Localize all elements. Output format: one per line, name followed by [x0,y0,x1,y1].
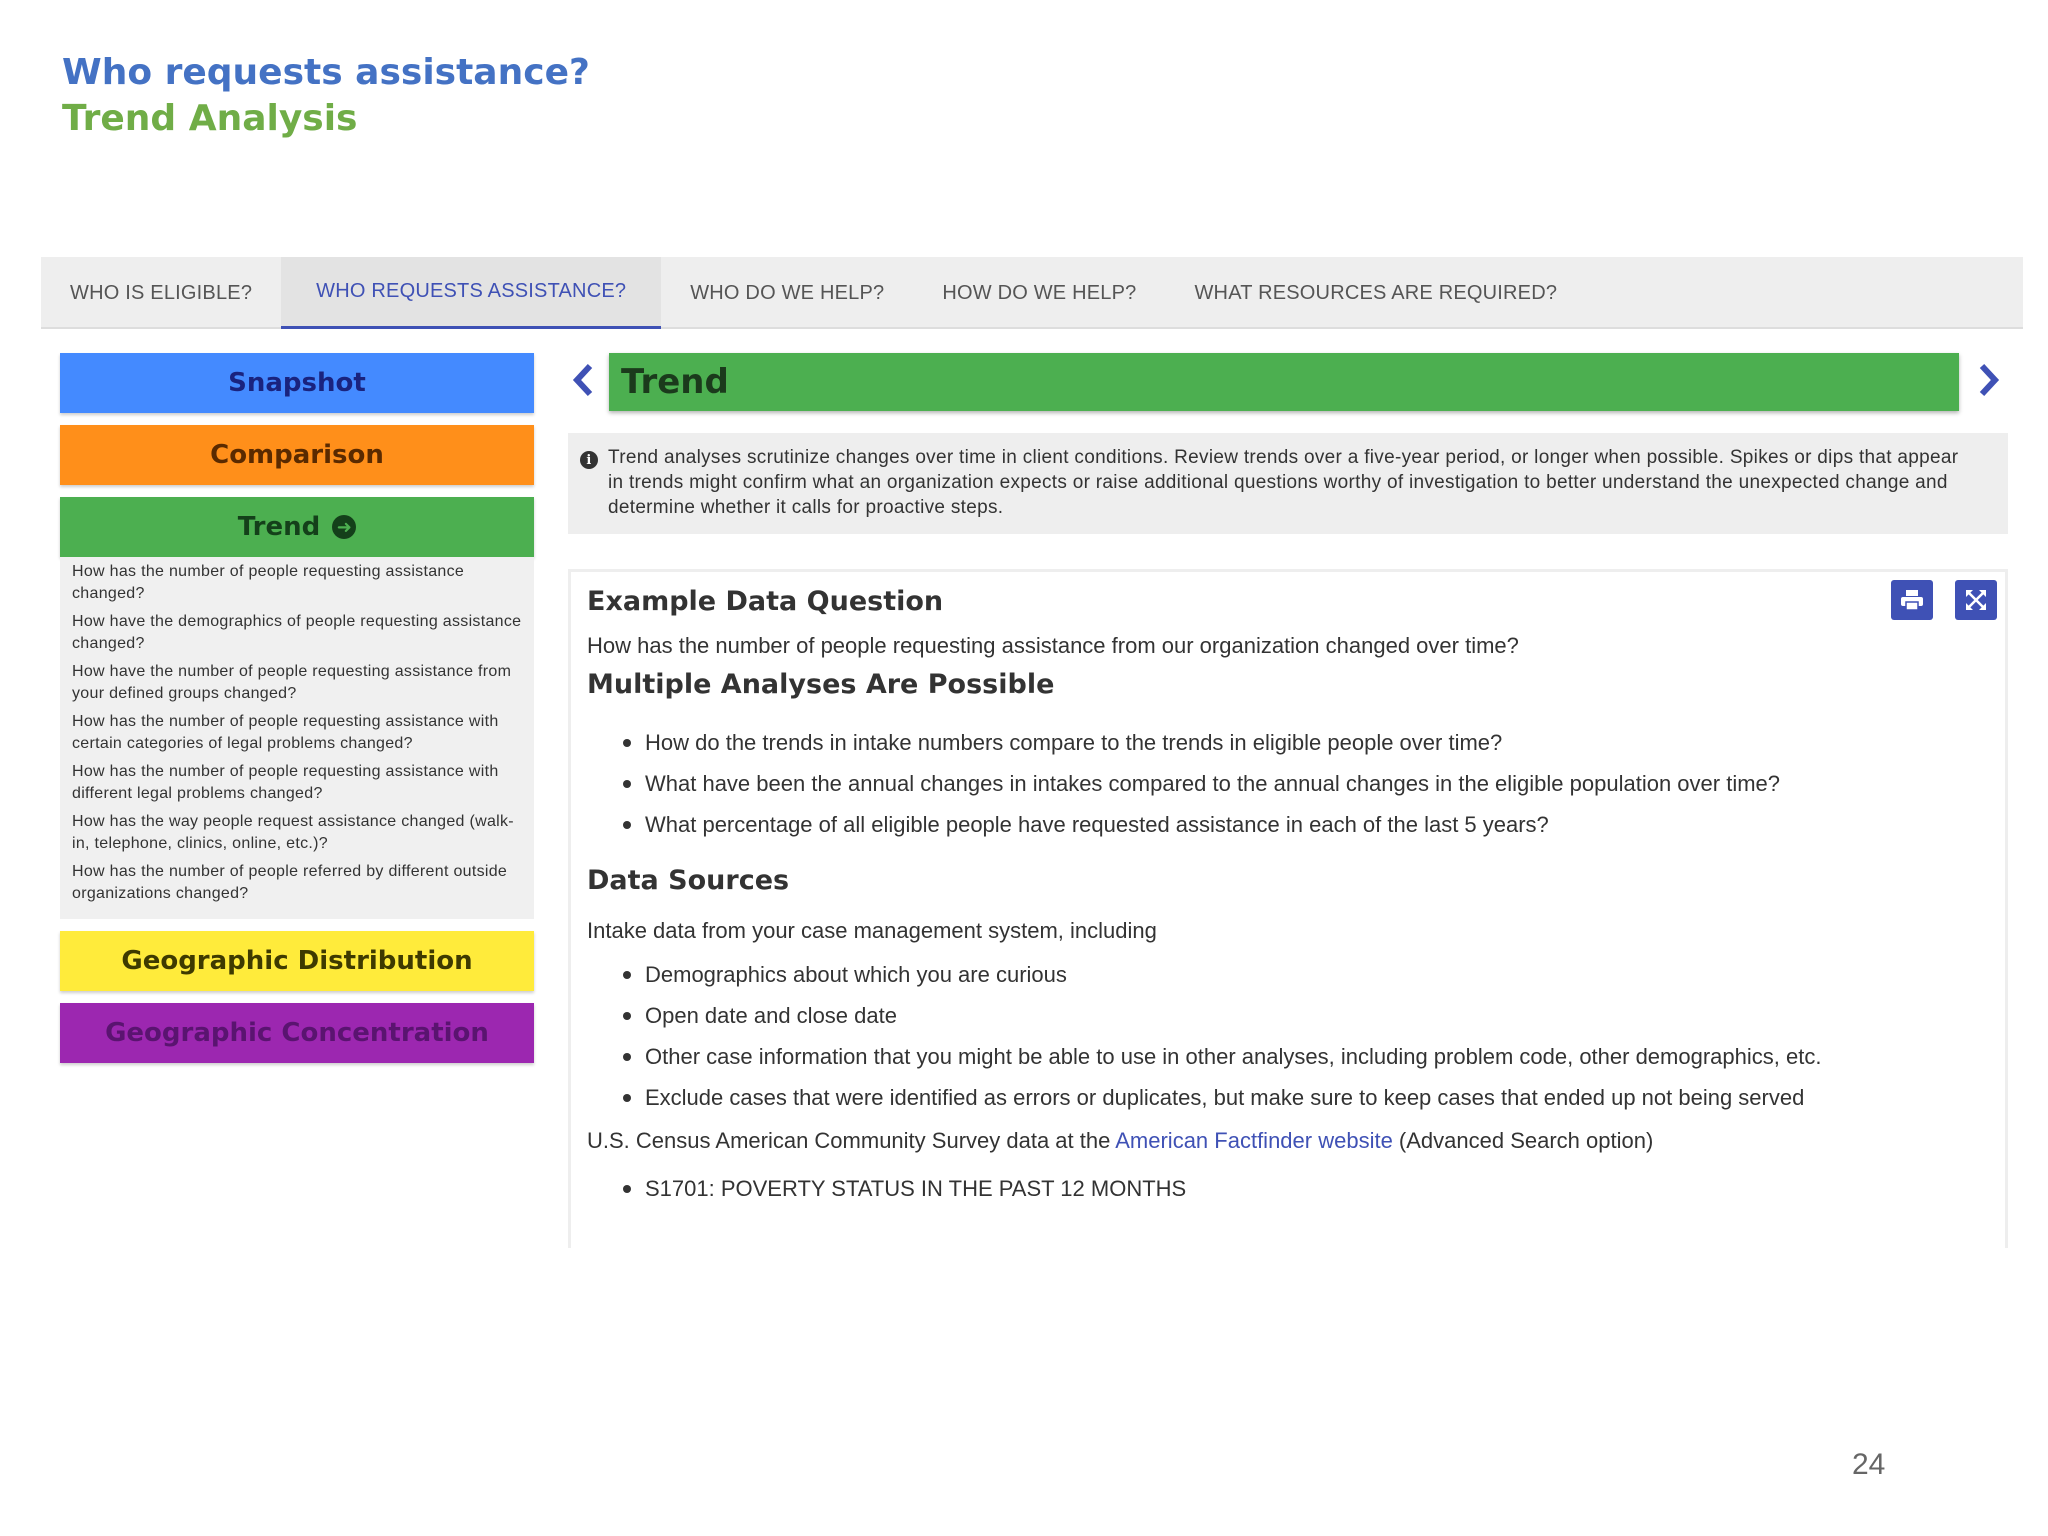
card-toolbar [1891,580,1997,620]
list-item[interactable]: How have the demographics of people requesting assistance changed? [72,613,522,652]
list-item: Demographics about which you are curious [623,954,1989,995]
info-text: Trend analyses scrutinize changes over time in client conditions. Review trends over a five-year period, or longer when possible. Spikes or dips that appear in trends might confirm what an organization expects or raise additional questions worthy of investigation to better understand the unexpected change and determine whether it calls for proactive steps. [608,447,1959,518]
list-item[interactable]: How has the way people request assistance changed (walk-in, telephone, clinics, online, etc.)? [72,813,514,852]
print-button[interactable] [1891,580,1933,620]
tab-who-requests-assistance[interactable]: WHO REQUESTS ASSISTANCE? [281,257,661,329]
tab-bar [41,257,2023,329]
example-heading: Example Data Question [587,586,944,617]
content-card [568,569,2008,1248]
fullscreen-button[interactable] [1955,580,1997,620]
expand-icon [1964,588,1988,612]
census-line [587,1128,1989,1154]
sources-heading: Data Sources [587,865,790,896]
list-item[interactable]: How has the number of people requesting assistance with different legal problems changed? [72,763,499,802]
list-item: How do the trends in intake numbers compare to the trends in eligible people over time? [623,722,1989,763]
census-suffix: (Advanced Search option) [1392,1128,1654,1153]
geographic-concentration-button[interactable]: Geographic Concentration [60,1003,534,1063]
example-question: How has the number of people requesting assistance from our organization changed over time? [587,633,1519,658]
list-item: Other case information that you might be able to use in other analyses, including problem code, other demographics, etc. [623,1036,1989,1077]
section-header: Trend [609,353,1959,411]
tab-how-do-we-help[interactable]: HOW DO WE HELP? [942,281,1137,304]
american-factfinder-link[interactable]: American Factfinder website [1115,1128,1393,1153]
tab-what-resources-required[interactable]: WHAT RESOURCES ARE REQUIRED? [1194,281,1558,304]
list-item: What have been the annual changes in intakes compared to the annual changes in the eligible population over time? [623,763,1989,804]
list-item: What percentage of all eligible people have requested assistance in each of the last 5 years? [623,804,1989,845]
list-item: S1701: POVERTY STATUS IN THE PAST 12 MONTHS [623,1168,1989,1209]
trend-question-list [60,557,534,919]
info-icon: i [580,451,598,469]
snapshot-button[interactable]: Snapshot [60,353,534,413]
list-item[interactable]: How has the number of people requesting assistance changed? [72,563,465,602]
list-item[interactable]: How has the number of people referred by different outside organizations changed? [72,863,508,902]
print-icon [1900,589,1924,611]
trend-button[interactable] [60,497,534,557]
arrow-right-circle-icon: ➜ [332,515,356,539]
sources-list [587,954,1989,1118]
analyses-heading: Multiple Analyses Are Possible [587,669,1055,700]
page-title: Who requests assistance? [62,52,590,93]
page-subtitle: Trend Analysis [62,98,358,139]
sources-intro: Intake data from your case management system, including [587,918,1157,943]
chevron-left-icon[interactable] [572,363,594,406]
comparison-button[interactable]: Comparison [60,425,534,485]
trend-button-label: Trend [237,512,321,542]
tab-who-is-eligible[interactable]: WHO IS ELIGIBLE? [70,281,253,304]
page-number: 24 [1852,1448,1886,1481]
tab-who-do-we-help[interactable]: WHO DO WE HELP? [690,281,885,304]
list-item: Open date and close date [623,995,1989,1036]
analyses-list [587,722,1989,845]
list-item: Exclude cases that were identified as errors or duplicates, but make sure to keep cases that ended up not being served [623,1077,1989,1118]
sidebar [60,353,534,1075]
chevron-right-icon[interactable] [1978,363,2000,406]
census-prefix: U.S. Census American Community Survey data at the [587,1128,1116,1153]
census-list [587,1168,1989,1209]
list-item[interactable]: How have the number of people requesting assistance from your defined groups changed? [72,663,512,702]
list-item[interactable]: How has the number of people requesting assistance with certain categories of legal problems changed? [72,713,499,752]
info-box [568,433,2008,534]
geographic-distribution-button[interactable]: Geographic Distribution [60,931,534,991]
